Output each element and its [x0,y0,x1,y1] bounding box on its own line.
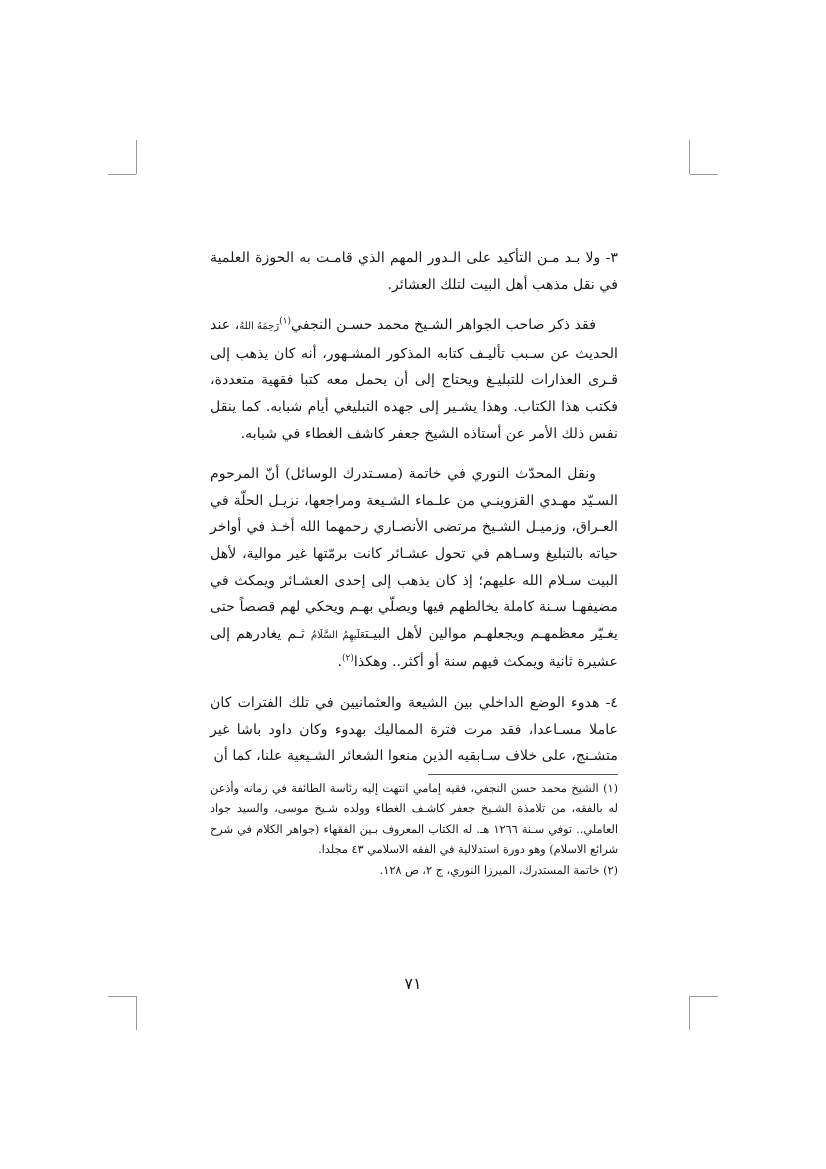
paragraph-qazwini [210,461,618,676]
page-body [210,245,618,882]
paragraph-qazwini-text-middle: ثـم يغادرهم إلى عشيرة ثانية ويمكث فيهم سنة أو أكثر.. وهكذا [210,625,618,671]
crop-mark-top-right [690,174,718,175]
footnotes [210,779,618,882]
honorific-mark: رَحِمَهُ اللهُ [239,321,280,333]
page-number: ٧١ [404,974,422,993]
paragraph-point-3: ٣- ولا بـد مـن التأكيد على الـدور المهم الذي قامـت به الحوزة العلمية في نقل مذهب أهل البيت لتلك العشائر. [210,250,618,293]
crop-mark-top-left [136,140,137,174]
footnote-ref-2[interactable]: (٢) [342,653,354,664]
footnote-1: (١) الشيخ محمد حسن النجفي، فقيه إمامي انتهت إليه رئاسة الطائفة في زمانه وأذعن له بالفقه، من تلامذة الشـيخ جعفر كاشـف الغطاء وولده شـيخ موسى، والسيد جواد العاملي.. توفي سـنة ١٢٦٦ هـ. له الكتاب المعروف بـين الفقهاء (جواهر الكلام في شرح شرائع الاسلام) وهو دورة استدلالية في الفقه الاسلامي ٤٣ مجلدا. [210,781,618,857]
footnote-divider [428,774,618,775]
crop-mark-top-left [108,174,136,175]
footnote-2: (٢) خاتمة المستدرك، الميرزا النوري، ج ٢، ص ١٢٨. [379,864,618,878]
crop-mark-bottom-left [136,996,137,1030]
paragraph-point-4: ٤- هدوء الوضع الداخلي بين الشيعة والعثمانيين في تلك الفترات كان عاملا مسـاعدا، فقد مرت فترة المماليك بهدوء وكان داود باشا غير متشـنج، على خلاف سـابقيه الذين منعوا الشعائر الشـيعية علنا، كما أن [210,694,618,765]
crop-mark-bottom-left [108,996,136,997]
paragraph-qazwini-text: ونقل المحدّث النوري في خاتمة (مسـتدرك الوسائل) أنّ المرحوم السـيّد مهـدي القزوينـي من علـماء الشـيعة ومراجعها، نزيـل الحلّة في العـراق، وزميـل الشـيخ مرتضى الأنصـاري رحمهما الله أخـذ في أواخر حياته بالتبليغ وسـاهم في تحول عشـائر كانت برمّتها غير موالية، لأهل البيت سـلام الله عليهم؛ إذ كان يذهب إلى إحدى العشـائر ويمكث في مضيفهـا سـنة كاملة يخالطهم فيها ويصلّي بهـم ويحكي لهم قصصاً حتى يغـيّر معظمهـم ويجعلهـم موالين لأهل البيـت [210,466,618,642]
paragraph-qazwini-text-end: . [337,654,343,671]
paragraph-jawahir [210,312,618,447]
crop-mark-bottom-right [690,996,718,997]
crop-mark-bottom-right [689,996,690,1030]
paragraph-jawahir-text: فقد ذكر صاحب الجواهر الشـيخ محمد حسـن النجفي [291,317,596,334]
crop-mark-top-right [689,140,690,174]
footnote-ref-1[interactable]: (١) [279,316,292,327]
honorific-mark: عَلَيهِمُ السَّلَامُ [310,629,365,641]
paragraph-jawahir-text-rest: ، عند الحديث عن سـبب تأليـف كتابه المذكور المشـهور، أنه كان يذهب إلى قـرى العذارات للتبليـغ ويحتاج إلى أن يحمل معه كتبا فقهية متعددة، فكتب هذا الكتاب. وهذا يشـير إلى جهده التبليغي أيام شبابه. كما ينقل نفس ذلك الأمر عن أستاذه الشيخ جعفر كاشف الغطاء في شبابه. [210,317,618,442]
